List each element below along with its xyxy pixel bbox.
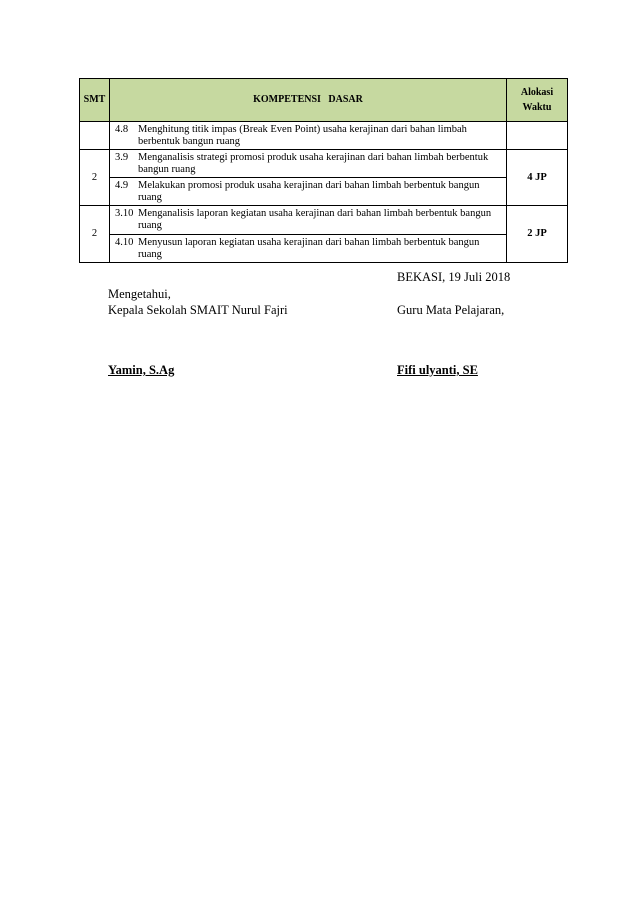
competency-item (110, 150, 506, 177)
teacher-title: Guru Mata Pelajaran, (397, 303, 505, 317)
competency-number: 4.9 (115, 180, 129, 192)
header-smt: SMT (80, 79, 110, 122)
alokasi-cell: 4 JP (507, 150, 568, 206)
competency-text: Melakukan promosi produk usaha kerajinan dari bahan limbah berbentuk bangun ruang (138, 180, 480, 204)
competency-item (110, 177, 506, 205)
competency-number: 3.9 (115, 152, 129, 164)
table-header-row (80, 79, 568, 122)
alokasi-cell: 2 JP (507, 206, 568, 262)
kompetensi-cell (110, 150, 507, 206)
competency-text: Menghitung titik impas (Break Even Point) usaha kerajinan dari bahan limbah berbentuk bangun ruang (138, 124, 467, 148)
teacher-name: Fifi ulyanti, SE (397, 363, 478, 377)
competency-text: Menganalisis laporan kegiatan usaha kerajinan dari bahan limbah berbentuk bangun ruang (138, 208, 492, 232)
alokasi-cell (507, 122, 568, 150)
header-alokasi-line1: Alokasi (520, 87, 554, 98)
acknowledged-label: Mengetahui, (108, 287, 171, 301)
kompetensi-table (79, 78, 568, 263)
principal-title: Kepala Sekolah SMAIT Nurul Fajri (108, 303, 288, 317)
principal-name: Yamin, S.Ag (108, 363, 175, 377)
competency-number: 4.8 (115, 124, 129, 135)
smt-cell (80, 122, 110, 150)
smt-cell: 2 (80, 206, 110, 262)
competency-text: Menganalisis strategi promosi produk usaha kerajinan dari bahan limbah berbentuk bangun ruang (138, 152, 489, 176)
kompetensi-cell (110, 122, 507, 150)
table-row (80, 122, 568, 150)
competency-item (110, 122, 506, 149)
header-kompetensi: KOMPETENSI DASAR (110, 79, 507, 122)
smt-cell: 2 (80, 150, 110, 206)
competency-text: Menyusun laporan kegiatan usaha kerajinan dari bahan limbah berbentuk bangun ruang (138, 236, 480, 260)
table-row (80, 206, 568, 262)
competency-number: 4.10 (115, 236, 134, 248)
kompetensi-cell (110, 206, 507, 262)
competency-number: 3.10 (115, 208, 134, 220)
header-alokasi-line2: Waktu (522, 101, 552, 113)
header-alokasi (507, 79, 568, 122)
competency-item (110, 206, 506, 233)
table-row (80, 150, 568, 206)
place-date: BEKASI, 19 Juli 2018 (397, 270, 511, 284)
competency-item (110, 234, 506, 262)
